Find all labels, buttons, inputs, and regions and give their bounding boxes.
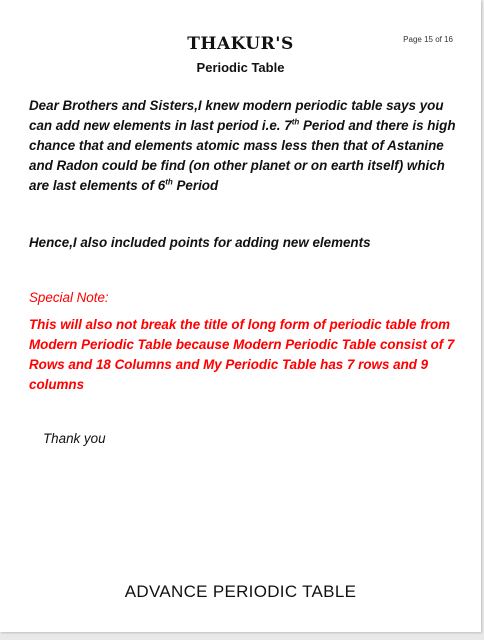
intro-paragraph (29, 96, 461, 196)
document-title: THAKUR'S (187, 34, 294, 54)
document-subtitle: Periodic Table (196, 60, 285, 75)
intro-text-part1: Dear Brothers and Sisters,I knew modern periodic table says you can add new elements in last period i.e. 7 (29, 98, 444, 133)
special-note-body: This will also not break the title of long form of periodic table from Modern Periodic Table because Modern Periodic Table consist of 7 Rows and 18 Columns and My Periodic Table has 7 rows and 9 columns (29, 317, 455, 392)
intro-text-part3: Period (172, 178, 219, 193)
thank-you-text: Thank you (43, 431, 106, 446)
special-note-label: Special Note: (29, 290, 109, 305)
hence-paragraph: Hence,I also included points for adding new elements (29, 235, 371, 250)
intro-superscript-2: th (165, 177, 173, 187)
page-number: Page 15 of 16 (403, 35, 453, 44)
footer-title: ADVANCE PERIODIC TABLE (124, 582, 357, 601)
intro-superscript-1: th (291, 117, 300, 127)
intro-text-part2: Period and there is high chance that and elements atomic mass less then that of Astanine and Radon could be find (on other planet or on earth itself) which are last elements of 6 (29, 118, 456, 193)
